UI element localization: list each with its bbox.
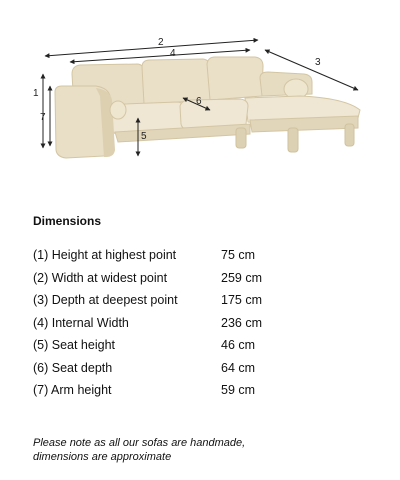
dimensions-table (33, 244, 301, 402)
dimension-value: 175 cm (221, 293, 262, 308)
dimension-value: 236 cm (221, 315, 262, 330)
dim-label-2: 2 (158, 37, 164, 48)
dimension-row (33, 312, 301, 335)
dimension-value: 75 cm (221, 248, 256, 263)
dimension-value: 64 cm (221, 360, 256, 375)
dimension-value: 59 cm (221, 383, 256, 398)
dim-label-3: 3 (315, 57, 321, 68)
dim-label-6: 6 (196, 96, 202, 107)
dimension-value: 259 cm (221, 270, 262, 285)
dimension-row (33, 334, 301, 357)
handmade-note (33, 436, 363, 464)
dimension-row (33, 244, 301, 267)
dimension-row (33, 379, 301, 402)
dimension-row (33, 267, 301, 290)
sofa-illustration (55, 57, 360, 158)
dimension-value: 46 cm (221, 338, 256, 353)
round-pillow (110, 101, 126, 119)
dimension-label: (6) Seat depth (33, 360, 113, 375)
back-cushion (207, 57, 263, 100)
sofa-leg (236, 128, 246, 148)
dimension-label: (5) Seat height (33, 338, 115, 353)
sofa-dimension-diagram (0, 0, 400, 185)
dimension-label: (7) Arm height (33, 383, 112, 398)
dimension-label: (1) Height at highest point (33, 248, 177, 263)
dim-label-1: 1 (33, 88, 39, 99)
note-line-1: Please note as all our sofas are handmade, (33, 437, 246, 449)
dimension-row (33, 289, 301, 312)
dimensions-heading: Dimensions (33, 214, 102, 228)
dimension-label: (3) Depth at deepest point (33, 293, 178, 308)
dim-label-5: 5 (141, 131, 147, 142)
dimension-label: (2) Width at widest point (33, 270, 168, 285)
dimension-label: (4) Internal Width (33, 315, 129, 330)
note-line-2: dimensions are approximate (33, 451, 172, 463)
dim-label-7: 7 (40, 112, 46, 123)
dim-label-4: 4 (170, 48, 176, 59)
chaise-leg (345, 124, 354, 146)
dimension-row (33, 357, 301, 380)
overall-width-line (45, 40, 258, 56)
chaise-leg (288, 128, 298, 152)
